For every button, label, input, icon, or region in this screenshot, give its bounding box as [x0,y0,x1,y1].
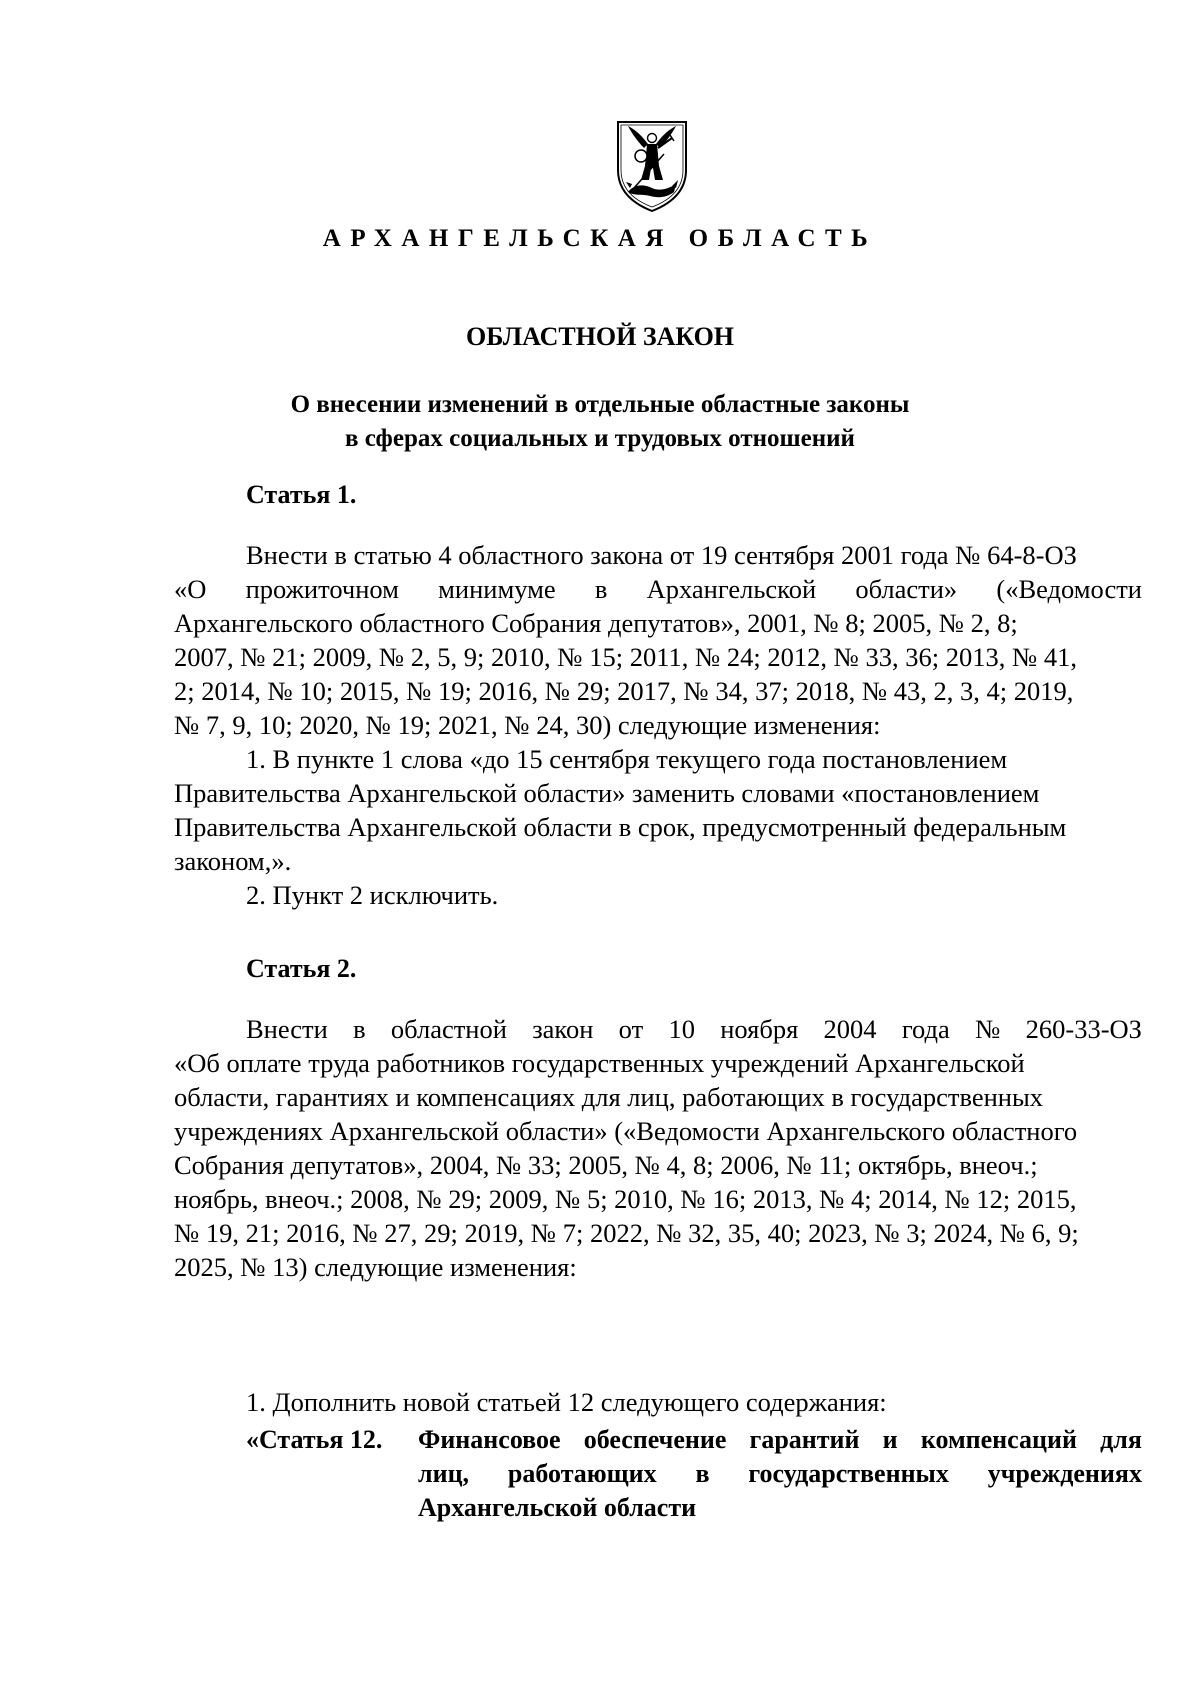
word: Внести [246,1014,328,1044]
word: государственных [748,1459,949,1488]
document-title [0,388,1200,456]
word: года [901,1014,950,1044]
paragraph-line: учреждениях Архангельской области» («Ведомости Архангельского областного [174,1116,1078,1146]
word: для [1100,1425,1142,1454]
article-2-item-1 [174,1385,1142,1419]
document-title-line: в сферах социальных и трудовых отношений [345,425,855,452]
paragraph-line [174,1012,1142,1046]
word: прожиточном [245,574,399,604]
paragraph-line: 2. Пункт 2 исключить. [246,880,499,910]
paragraph-line: «Об оплате труда работников государственных учреждений Архангельской [174,1048,1025,1078]
paragraph-line: № 7, 9, 10; 2020, № 19; 2021, № 24, 30) следующие изменения: [174,710,881,740]
word: области» [855,574,958,604]
article-1-item-2 [174,878,1142,912]
paragraph-line [174,572,1142,606]
region-name: АРХАНГЕЛЬСКАЯ ОБЛАСТЬ [322,225,878,252]
paragraph-line: Правительства Архангельской области в срок, предусмотренный федеральным [174,812,1067,842]
article-2-heading: Статья 2. [246,954,357,983]
word: в [353,1014,366,1044]
word: от [618,1014,644,1044]
article-1-heading: Статья 1. [246,480,357,509]
word: учреждениях [987,1459,1142,1488]
paragraph-line: ноябрь, внеоч.; 2008, № 29; 2009, № 5; 2010, № 16; 2013, № 4; 2014, № 12; 2015, [174,1184,1077,1214]
word: «О [174,574,207,604]
paragraph-line: законом,». [174,846,292,876]
paragraph-line: Архангельского областного Собрания депутатов», 2001, № 8; 2005, № 2, 8; [174,608,1018,638]
word: в [695,1459,710,1488]
paragraph-line: Правительства Архангельской области» заменить словами «постановлением [174,778,1040,808]
paragraph-line: Собрания депутатов», 2004, № 33; 2005, № 4, 8; 2006, № 11; октябрь, внеоч.; [174,1150,1038,1180]
paragraph-line: № 19, 21; 2016, № 27, 29; 2019, № 7; 2022, № 32, 35, 40; 2023, № 3; 2024, № 6, 9; [174,1218,1079,1248]
word: гарантий [749,1425,860,1454]
word: («Ведомости [996,574,1142,604]
article-1-item-1 [174,742,1142,878]
paragraph-line: 2025, № 13) следующие изменения: [174,1252,577,1282]
word: компенсаций [920,1425,1077,1454]
paragraph-line: 1. Дополнить новой статьей 12 следующего содержания: [246,1387,887,1417]
paragraph-line: Внести в статью 4 областного закона от 19 сентября 2001 года № 64-8-ОЗ [246,540,1077,570]
word: 260-33-ОЗ [1025,1014,1142,1044]
paragraph-line: 2007, № 21; 2009, № 2, 5, 9; 2010, № 15; 2011, № 24; 2012, № 33, 36; 2013, № 41, [174,642,1078,672]
new-article-title-line [418,1457,1142,1491]
paragraph-line: 1. В пункте 1 слова «до 15 сентября текущего года постановлением [246,744,1008,774]
word: 2004 [823,1014,877,1044]
word: Архангельской [646,574,817,604]
new-article-title-line: Архангельской области [418,1493,697,1522]
word: и [882,1425,898,1454]
word: Финансовое [418,1425,561,1454]
word: ноября [720,1014,799,1044]
new-article-title [418,1423,1142,1525]
word: минимуме [438,574,556,604]
word: в [594,574,608,604]
word: работающих [507,1459,657,1488]
word: № [975,1014,1001,1044]
paragraph-line: области, гарантиях и компенсациях для лиц, работающих в государственных [174,1082,1044,1112]
article-1-intro [174,538,1142,742]
word: областной [390,1014,507,1044]
paragraph-line: 2; 2014, № 10; 2015, № 19; 2016, № 29; 2017, № 34, 37; 2018, № 43, 2, 3, 4; 2019, [174,676,1074,706]
document-type: ОБЛАСТНОЙ ЗАКОН [465,322,735,351]
word: обеспечение [583,1425,727,1454]
word: лиц, [418,1459,470,1488]
coat-of-arms-icon [614,118,690,214]
new-article-label: «Статья 12. [246,1425,383,1454]
word: 10 [668,1014,695,1044]
word: закон [532,1014,594,1044]
new-article-title-line [418,1423,1142,1457]
article-2-intro [174,1012,1142,1284]
document-title-line: О внесении изменений в отдельные областные законы [290,391,910,418]
